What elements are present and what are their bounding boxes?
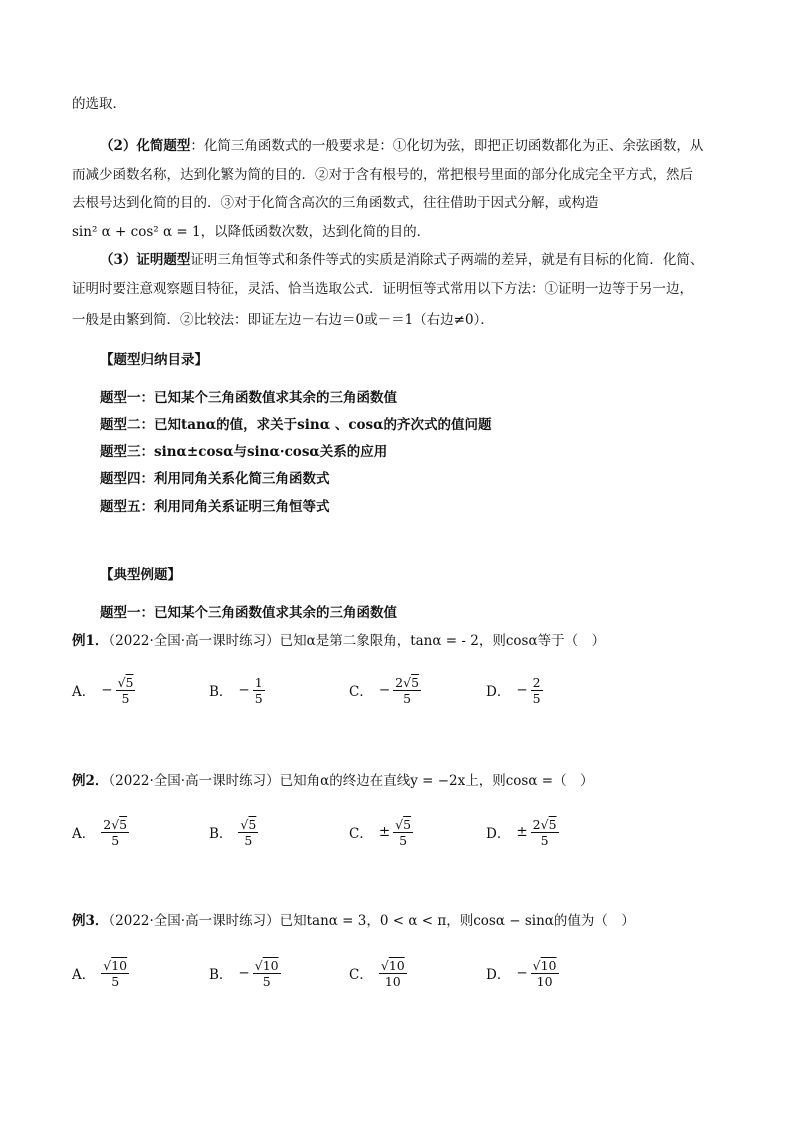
option-fraction [238, 817, 258, 848]
sqrt-symbol [381, 958, 405, 973]
sqrt-symbol [111, 817, 127, 832]
paragraph-simplify-line-4: sin² α + cos² α = 1，以降低函数次数，达到化简的目的． [72, 224, 431, 240]
fraction-denominator: 5 [262, 973, 271, 989]
example-3-options [72, 951, 722, 995]
fraction-numerator [531, 817, 559, 833]
option-fraction [531, 675, 543, 706]
ex3-option-d [486, 951, 559, 995]
catalog-item-4: 题型四：利用同角关系化简三角函数式 [100, 471, 330, 487]
example-3-text: （2022·全国·高一课时练习）已知tanα = 3，0 < α < π，则cosα − sinα的值为（ ） [108, 913, 635, 929]
fraction-denominator: 5 [111, 832, 120, 848]
fraction-numerator [253, 958, 281, 974]
option-fraction [253, 675, 265, 706]
fraction-numerator [393, 817, 413, 833]
catalog-heading: 【题型归纳目录】 [100, 352, 208, 368]
fraction-numerator [253, 675, 265, 691]
option-letter: C． [349, 967, 373, 983]
option-letter: D． [486, 826, 511, 842]
sqrt-radicand: 5 [403, 816, 412, 832]
option-plus-minus: ± [516, 824, 528, 840]
fraction-numerator [238, 817, 258, 833]
simplify-label: （2）化简题型 [100, 138, 191, 154]
option-fraction [531, 958, 559, 989]
sqrt-symbol [118, 675, 134, 690]
example-2-text: （2022·全国·高一课时练习）已知角α的终边在直线y = −2x上，则cosα =（ ） [108, 773, 594, 789]
sqrt-radicand: 10 [111, 957, 128, 973]
option-plus-minus: ± [378, 824, 391, 840]
ex3-option-a [72, 951, 129, 995]
ex1-option-b [209, 668, 265, 712]
sqrt-symbol [395, 817, 411, 832]
sqrt-symbol [533, 958, 557, 973]
example-1-question [72, 631, 605, 651]
fraction-numerator [393, 675, 421, 691]
example-1-label: 例1． [72, 633, 109, 649]
sqrt-radicand: 5 [411, 674, 420, 690]
ex2-option-b [209, 810, 258, 854]
type1-heading: 题型一：已知某个三角函数值求其余的三角函数值 [100, 605, 397, 621]
ex1-option-d [486, 668, 543, 712]
sqrt-symbol [103, 958, 127, 973]
numerator-coefficient: 2 [532, 816, 541, 832]
option-letter: D． [486, 967, 511, 983]
sqrt-symbol [403, 675, 419, 690]
option-sign: − [378, 682, 391, 698]
ex3-option-c [349, 951, 407, 995]
proof-text-1: 证明三角恒等式和条件等式的实质是消除式子两端的差异，就是有目标的化简．化简、 [190, 252, 704, 268]
option-fraction [393, 817, 413, 848]
sqrt-radicand: 10 [540, 957, 557, 973]
examples-heading: 【典型例题】 [100, 567, 181, 583]
sqrt-radicand: 5 [248, 816, 257, 832]
option-fraction [393, 675, 421, 706]
option-letter: B． [209, 967, 233, 983]
ex2-option-a [72, 810, 129, 854]
option-fraction [101, 958, 129, 989]
example-2-question [72, 771, 594, 791]
option-fraction [379, 958, 407, 989]
sqrt-symbol [541, 817, 557, 832]
paragraph-simplify-line-3: 去根号达到化简的目的．③对于化简含高次的三角函数式，往往借助于因式分解，或构造 [72, 195, 599, 211]
ex1-option-a [72, 668, 135, 712]
fraction-numerator [379, 958, 407, 974]
fraction-numerator [531, 675, 543, 691]
sqrt-radicand: 5 [119, 816, 128, 832]
example-3-label: 例3． [72, 913, 109, 929]
ex2-option-c [349, 810, 413, 854]
fraction-denominator: 5 [399, 832, 408, 848]
catalog-item-1: 题型一：已知某个三角函数值求其余的三角函数值 [100, 390, 397, 406]
ex1-option-c [349, 668, 421, 712]
example-1-text: （2022·全国·高一课时练习）已知α是第二象限角，tanα = - 2，则cosα等于（ ） [108, 633, 606, 649]
fraction-denominator: 5 [254, 690, 263, 706]
ex3-option-b [209, 951, 281, 995]
fraction-denominator: 5 [532, 690, 541, 706]
paragraph-simplify-line-2: 而减少函数名称，达到化繁为简的目的．②对于含有根号的，常把根号里面的部分化成完全平方式，然后 [72, 167, 693, 183]
sqrt-symbol [240, 817, 256, 832]
option-sign: − [516, 965, 528, 981]
option-letter: D． [486, 684, 511, 700]
option-letter: B． [209, 684, 233, 700]
numerator-coefficient: 2 [395, 674, 404, 690]
catalog-item-2: 题型二：已知tanα的值，求关于sinα 、cosα的齐次式的值问题 [100, 417, 492, 433]
fraction-numerator [531, 958, 559, 974]
numerator-coefficient: 2 [103, 816, 112, 832]
example-1-options [72, 668, 722, 712]
option-fraction [101, 817, 129, 848]
fraction-numerator [101, 958, 129, 974]
proof-label: （3）证明题型 [100, 252, 191, 268]
numerator-value: 2 [532, 674, 541, 690]
fraction-denominator: 5 [540, 832, 549, 848]
sqrt-radicand: 10 [262, 957, 279, 973]
catalog-item-5: 题型五：利用同角关系证明三角恒等式 [100, 499, 330, 515]
option-fraction [253, 958, 281, 989]
option-fraction [531, 817, 559, 848]
sqrt-radicand: 5 [548, 816, 557, 832]
simplify-text-1: ：化简三角函数式的一般要求是：①化切为弦，即把正切函数都化为正、余弦函数，从 [190, 138, 704, 154]
option-sign: − [516, 682, 528, 698]
ex2-option-d [486, 810, 559, 854]
fraction-denominator: 5 [111, 973, 120, 989]
sqrt-symbol [255, 958, 279, 973]
option-letter: C． [349, 826, 373, 842]
fraction-denominator: 5 [403, 690, 412, 706]
sqrt-radicand: 10 [388, 957, 405, 973]
fraction-denominator: 10 [384, 973, 401, 989]
sqrt-radicand: 5 [125, 674, 134, 690]
example-2-options [72, 810, 722, 854]
fraction-numerator [101, 817, 129, 833]
option-letter: A． [72, 967, 96, 983]
paragraph-proof-line-3: 一般是由繁到简．②比较法：即证左边－右边＝0或－＝1（右边≠0）． [72, 312, 494, 328]
intro-line-0: 的选取． [72, 96, 126, 112]
fraction-denominator: 10 [536, 973, 553, 989]
option-sign: − [238, 682, 250, 698]
fraction-denominator: 5 [244, 832, 253, 848]
paragraph-simplify-line-1 [100, 136, 703, 156]
option-letter: B． [209, 826, 233, 842]
option-letter: C． [349, 684, 373, 700]
example-2-label: 例2． [72, 773, 109, 789]
option-fraction [116, 675, 136, 706]
option-sign: − [238, 965, 250, 981]
numerator-value: 1 [254, 674, 263, 690]
example-3-question [72, 911, 635, 931]
option-sign: − [101, 682, 113, 698]
paragraph-proof-line-2: 证明时要注意观察题目特征，灵活、恰当选取公式．证明恒等式常用以下方法：①证明一边等于另一边， [72, 281, 693, 297]
fraction-denominator: 5 [121, 690, 130, 706]
option-letter: A． [72, 826, 96, 842]
fraction-numerator [116, 675, 136, 691]
option-letter: A． [72, 684, 96, 700]
catalog-item-3: 题型三：sinα±cosα与sinα·cosα关系的应用 [100, 444, 388, 460]
paragraph-proof-line-1 [100, 250, 703, 270]
